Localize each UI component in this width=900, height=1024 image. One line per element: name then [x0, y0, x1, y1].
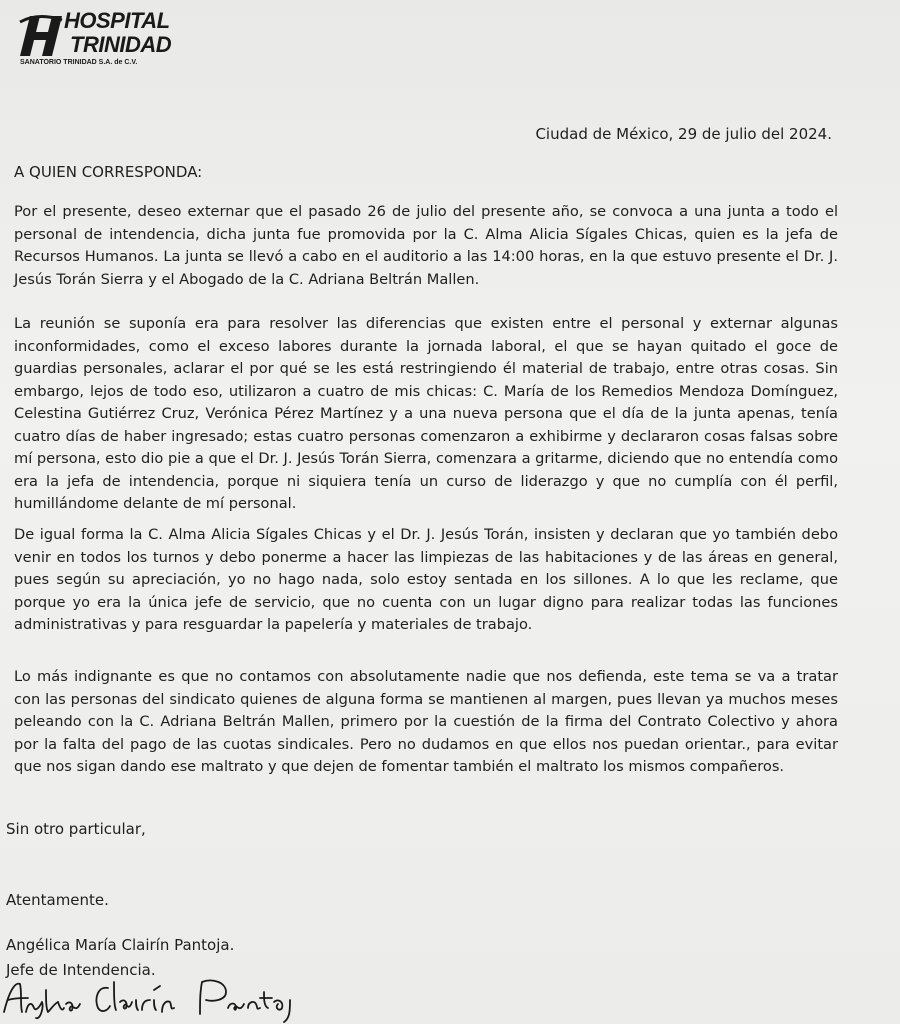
salutation: A QUIEN CORRESPONDA:	[14, 163, 203, 181]
paragraph-3: De igual forma la C. Alma Alicia Sígales Chicas y el Dr. J. Jesús Torán, insisten y declaran que yo también debo venir en todos los turnos y debo ponerme a hacer las limpiezas de las habitaciones y de las áreas en general, pues según su apreciación, yo no hago nada, solo estoy sentada en los sillones. A lo que les reclame, que porque yo era la única jefe de servicio, que no cuenta con un lugar digno para realizar todas las funciones administrativas y para resguardar la papelería y materiales de trabajo.	[14, 526, 838, 633]
letterhead-logo	[18, 8, 172, 68]
signer-role: Jefe de Intendencia.	[6, 961, 156, 979]
regards-line: Atentamente.	[6, 891, 109, 909]
hospital-name-line1: HOSPITAL	[64, 8, 170, 33]
paragraph-2: La reunión se suponía era para resolver las diferencias que existen entre el personal y externar algunas inconformidades, como el exceso labores durante la jornada laboral, el que se hayan quitado el goce de guardias personales, aclarar el por qué se les está restringiendo él material de trabajo, entre otras cosas. Sin embargo, lejos de todo eso, utilizaron a cuatro de mis chicas: C. María de los Remedios Mendoza Domínguez, Celestina Gutiérrez Cruz, Verónica Pérez Martínez y a una nueva persona que el día de la junta apenas, tenía cuatro días de haber ingresado; estas cuatro personas comenzaron a exhibirme y declararon cosas falsas sobre mí persona, esto dio pie a que el Dr. J. Jesús Torán Sierra, comenzara a gritarme, diciendo que no entendía como era la jefa de intendencia, porque ni siquiera tenía un curso de liderazgo y que no cumplía con él perfil, humillándome delante de mí personal.	[14, 315, 838, 512]
signer-name: Angélica María Clairín Pantoja.	[6, 936, 235, 954]
hospital-name-line2: TRINIDAD	[70, 32, 172, 57]
paragraph-1: Por el presente, deseo externar que el pasado 26 de julio del presente año, se convoca a una junta a todo el personal de intendencia, dicha junta fue promovida por la C. Alma Alicia Sígales Chicas, quien es la jefa de Recursos Humanos. La junta se llevó a cabo en el auditorio a las 14:00 horas, en la que estuvo presente el Dr. J. Jesús Torán Sierra y el Abogado de la C. Adriana Beltrán Mallen.	[14, 203, 838, 288]
handwritten-signature	[0, 968, 300, 1024]
hospital-h-monogram-icon	[18, 14, 64, 58]
hospital-subtitle: SANATORIO TRINIDAD S.A. de C.V.	[20, 59, 138, 66]
closing-line: Sin otro particular,	[6, 820, 146, 838]
paragraph-4: Lo más indignante es que no contamos con absolutamente nadie que nos defienda, este tema se va a tratar con las personas del sindicato quienes de alguna forma se mantienen al margen, pues llevan ya muchos meses peleando con la C. Adriana Beltrán Mallen, primero por la cuestión de la firma del Contrato Colectivo y ahora por la falta del pago de las cuotas sindicales. Pero no dudamos en que ellos nos puedan orientar., para evitar que nos sigan dando ese maltrato y que dejen de fomentar también el maltrato los mismos compañeros.	[14, 668, 838, 775]
letter-date: Ciudad de México, 29 de julio del 2024.	[535, 125, 832, 143]
